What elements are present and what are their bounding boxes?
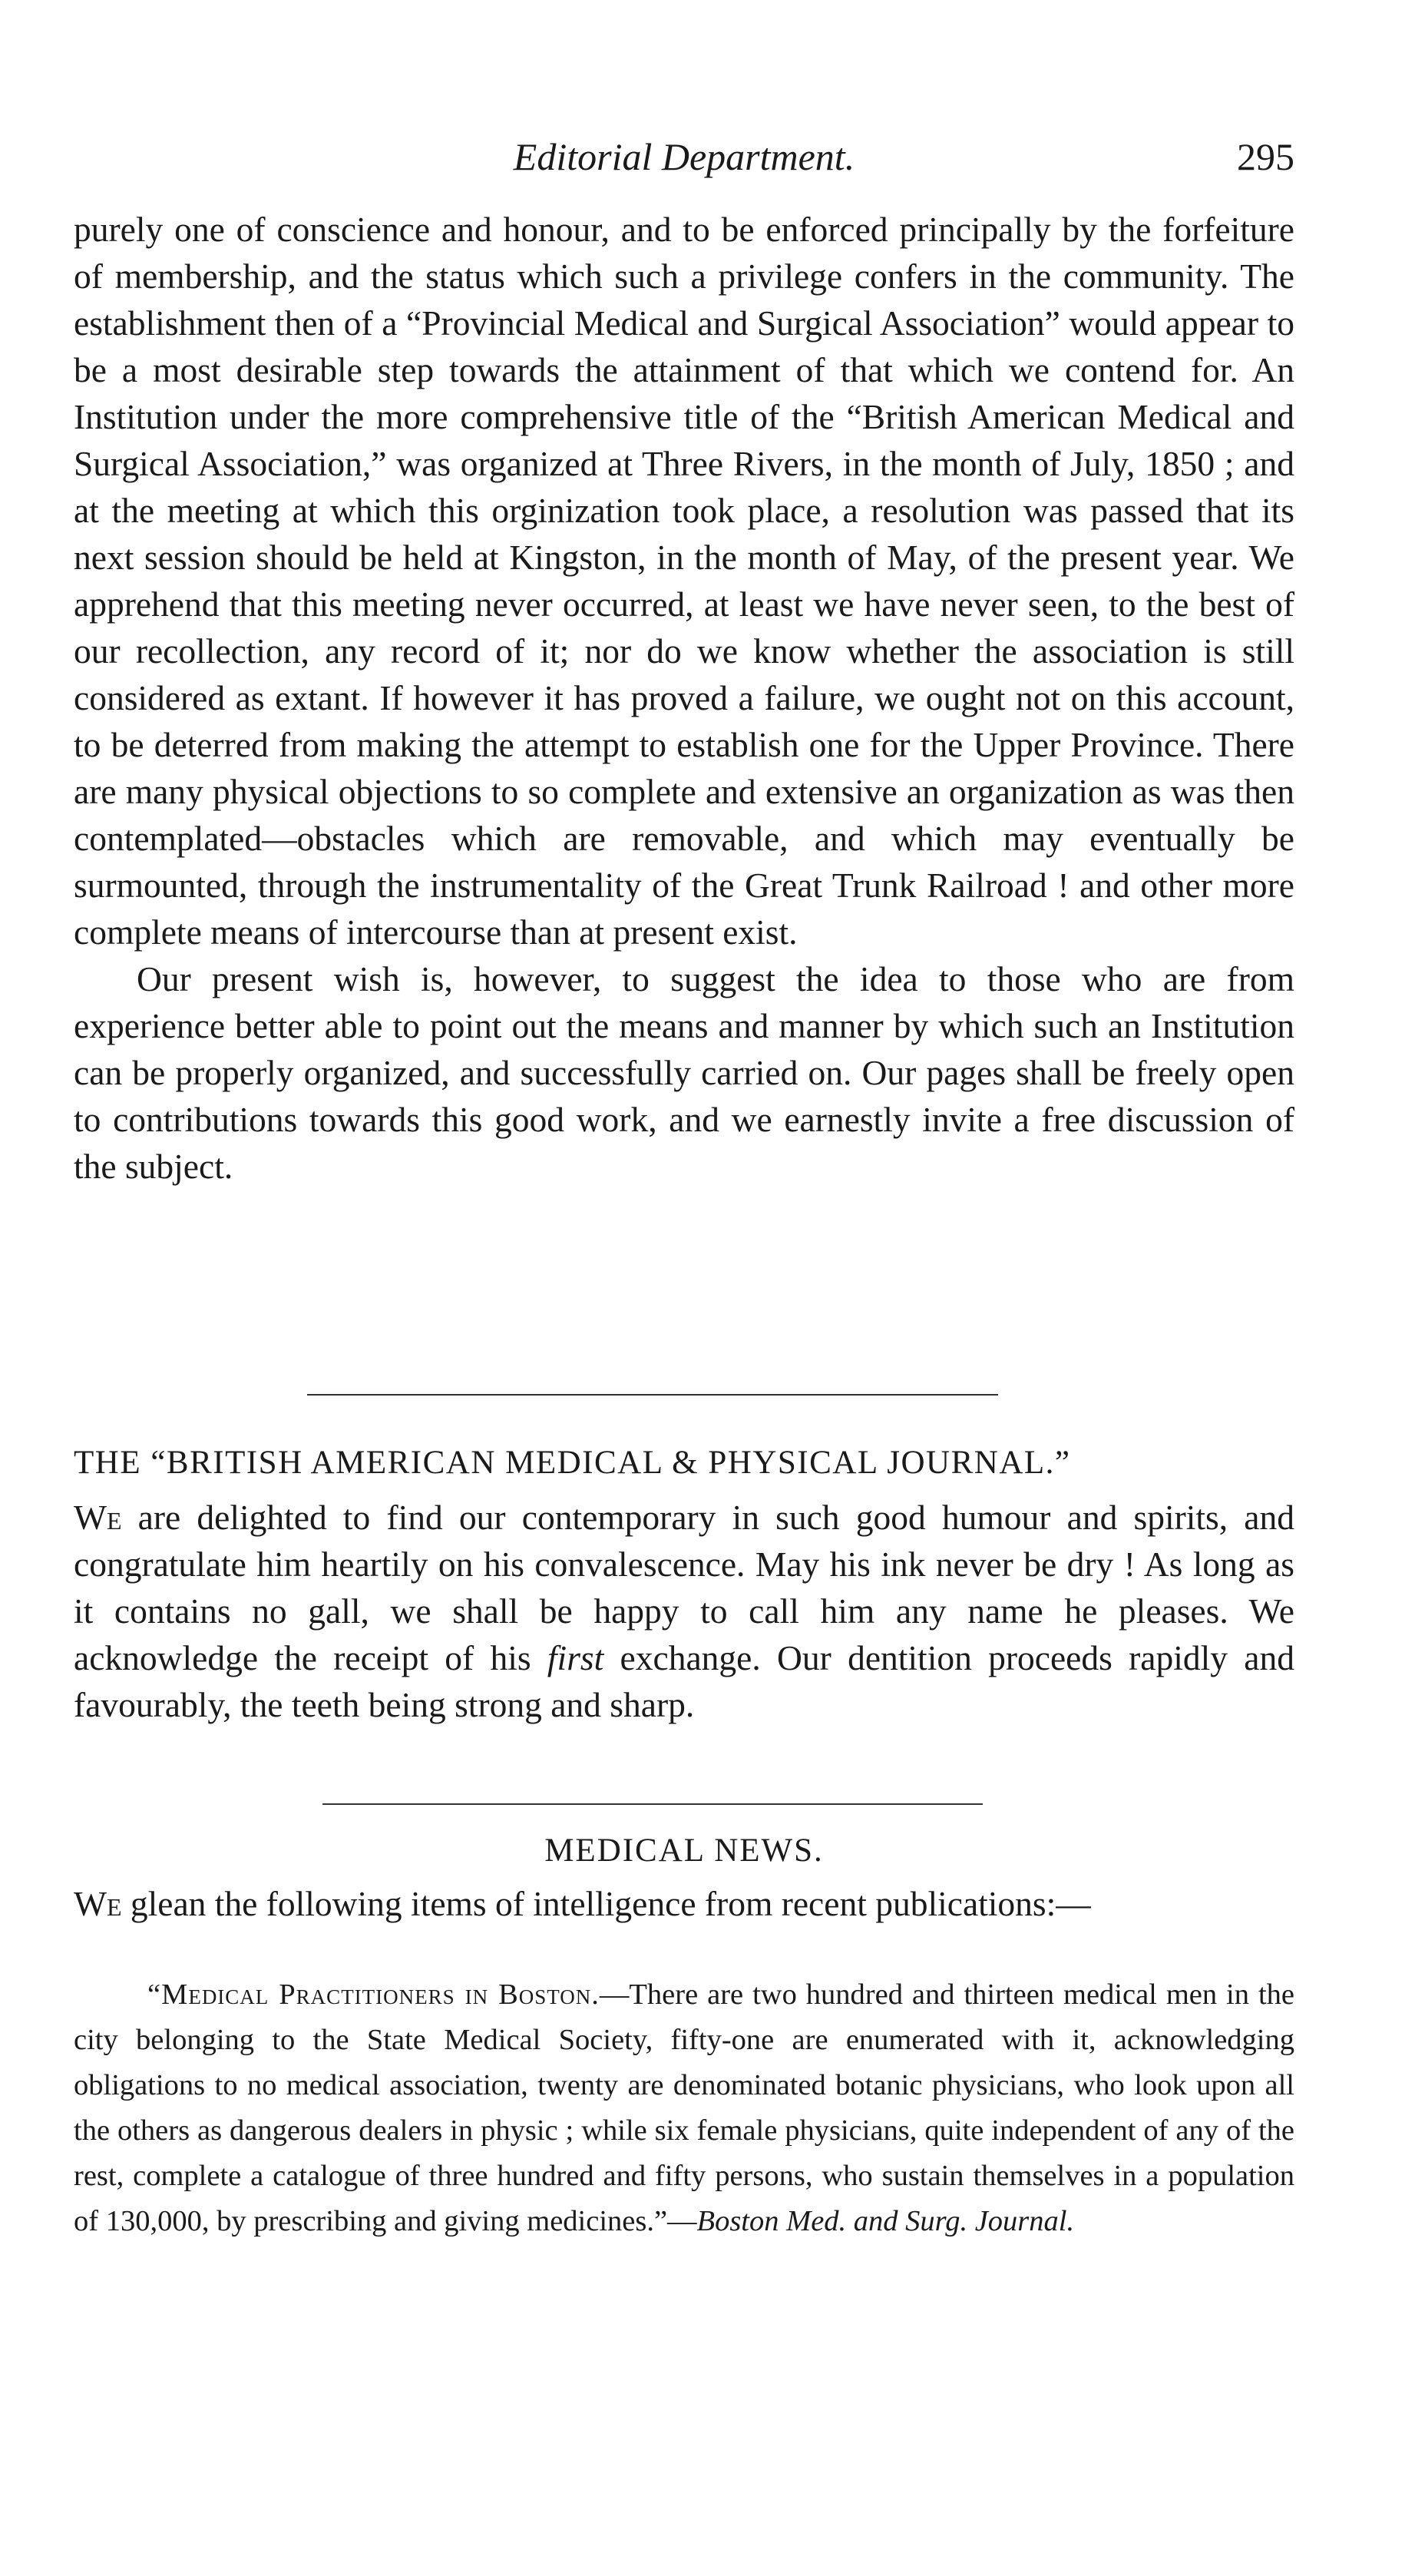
page-number: 295 [1237,135,1294,178]
news-intro [74,1882,1294,1925]
journal-emphasis: first [547,1638,604,1677]
news-quote [74,1972,1294,2244]
journal-text: are delighted to find our contemporary in such good humour and spirits, and congratulate him heartily on his convalescence. May his ink never be dry ! As long as it contains no gall, we shall be happy to call him any name he pleases. We acknowledge the receipt of his [74,1498,1294,1677]
quote-title: “Medical Practitioners in Boston. [147,1978,600,2011]
journal-text-end: exchange. Our dentition proceeds rapidly and favourably, the teeth being strong and sharp. [74,1638,1295,1724]
journal-lead-word: We [74,1498,122,1537]
journal-section-heading: THE “BRITISH AMERICAN MEDICAL & PHYSICAL JOURNAL.” [74,1445,1071,1481]
news-intro-text: glean the following items of intelligence from recent publications:— [121,1884,1091,1923]
running-head: Editorial Department. [513,135,855,178]
editorial-paragraph-1: purely one of conscience and honour, and to be enforced principally by the forfeiture of membership, and the status which such a privilege confers in the community. The establishment then of a “Provincial Medical and Surgical Association” would appear to be a most desirable step towards the attainment of that which we contend for. An Institution under the more comprehensive title of the “British American Medical and Surgical Association,” was organized at Three Rivers, in the month of July, 1850 ; and at the meeting at which this orginization took place, a resolution was passed that its next session should be held at Kingston, in the month of May, of the present year. We apprehend that this meeting never occurred, at least we have never seen, to the best of our recollection, any record of it; nor do we know whether the association is still considered as extant. If however it has proved a failure, we ought not on this account, to be deterred from making the attempt to establish one for the Upper Province. There are many physical objections to so complete and extensive an organization as was then contemplated—obstacles which are removable, and which may eventually be surmounted, through the instrumentality of the Great Trunk Railroad ! and other more complete means of intercourse than at present exist. [74,210,1294,952]
editorial-paragraph-2: Our present wish is, however, to suggest the idea to those who are from experience better able to point out the means and manner by which such an Institution can be properly organized, and successfully carried on. Our pages shall be freely open to contributions towards this good work, and we earnestly invite a free discussion of the subject. [74,959,1294,1186]
quote-source: Boston Med. and Surg. Journal. [696,2205,1075,2237]
journal-section-text [74,1494,1294,1728]
editorial-text [74,206,1294,1190]
section-divider [307,1394,998,1396]
quote-text: —There are two hundred and thirteen medical men in the city belonging to the State Medical Society, fifty-one are enumerated with it, acknowledging obligations to no medical association, twenty are denominated botanic physicians, who look upon all the others as dangerous dealers in physic ; while six female physicians, quite independent of any of the rest, complete a catalogue of three hundred and fifty persons, who sustain themselves in a population of 130,000, by prescribing and giving medicines.”— [74,1978,1294,2237]
news-lead-word: We [74,1884,122,1923]
page-header [74,134,1294,188]
section-divider-2 [322,1803,983,1805]
news-section-heading: MEDICAL NEWS. [544,1833,824,1869]
